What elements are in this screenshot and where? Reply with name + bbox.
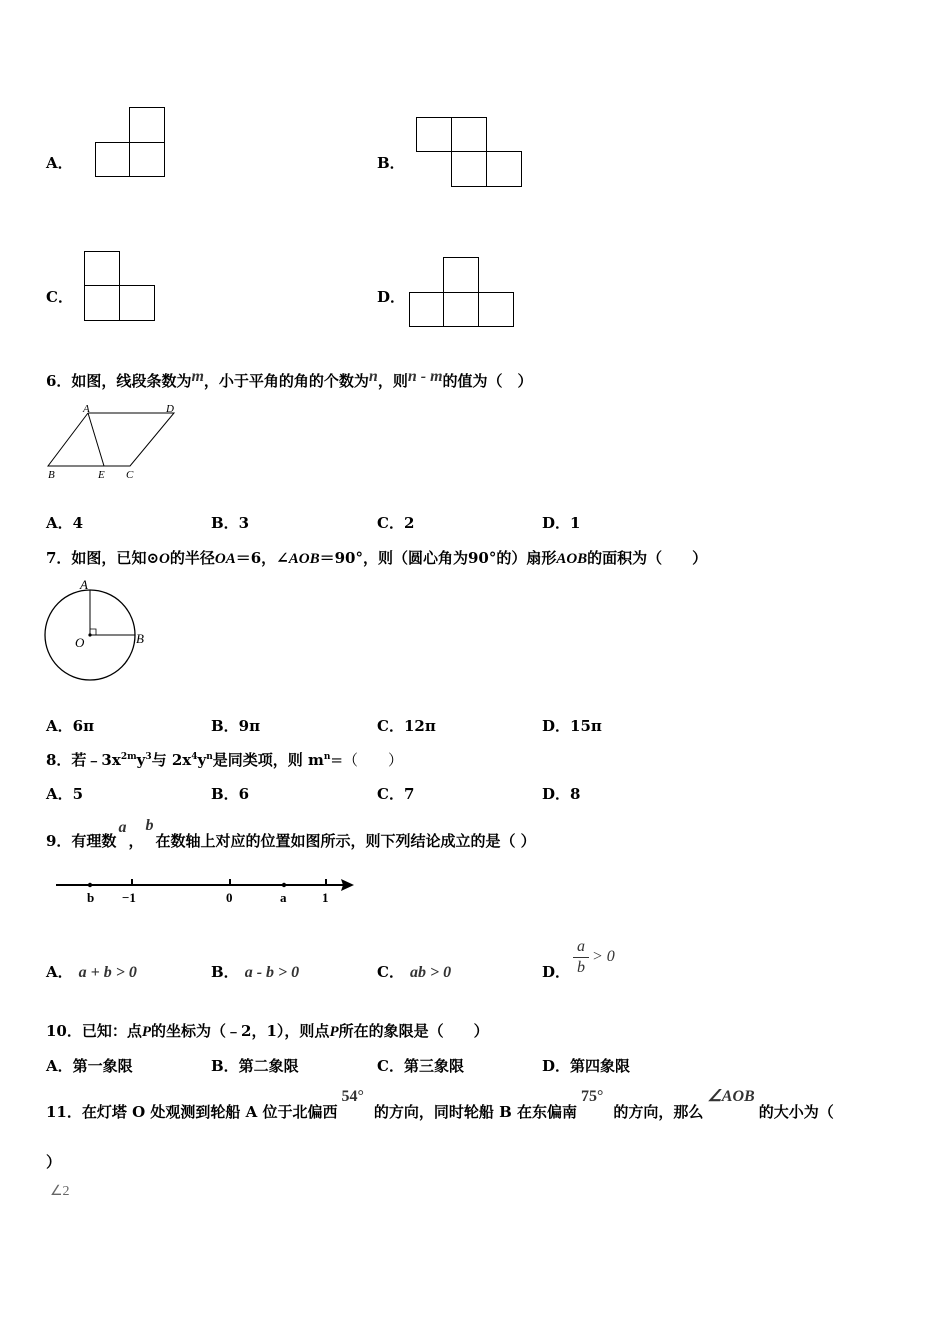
q5-option-a-label: A．: [46, 154, 73, 172]
q6-stem: 6．如图，线段条数为m，小于平角的角的个数为n，则n - m的值为（ ）: [46, 368, 533, 390]
q9-axis-label-0: 0: [226, 890, 233, 905]
q7-option-c: C．12π: [377, 717, 436, 735]
q6-option-c: C．2: [377, 514, 415, 532]
q9-number-line: [52, 874, 362, 910]
q9-option-b: B． a - b > 0: [211, 963, 300, 981]
q6-label-d: D: [166, 403, 174, 415]
q9-axis-label-a: a: [280, 890, 287, 905]
q10-option-c: C．第三象限: [377, 1057, 464, 1075]
q7-label-b: B: [136, 631, 144, 646]
q6-option-d: D．1: [542, 514, 581, 532]
q7-label-a: A: [80, 577, 88, 592]
q7-option-b: B．9π: [211, 717, 261, 735]
q5-option-c-label: C．: [46, 288, 73, 306]
q6-label-c: C: [126, 469, 134, 481]
q8-option-b: B．6: [211, 785, 250, 803]
q9-option-d-letter: D．: [542, 963, 571, 981]
q8-option-d: D．8: [542, 785, 581, 803]
q9-axis-label-1: 1: [322, 890, 329, 905]
q10-option-d: D．第四象限: [542, 1057, 631, 1075]
q9-axis-label-neg1: −1: [122, 890, 136, 905]
stray-angle-text: ∠2: [50, 1184, 70, 1199]
q9-option-d-relation: > 0: [592, 948, 615, 965]
q10-stem: 10．已知：点P的坐标为（﹣2，1），则点P所在的象限是（ ）: [46, 1022, 489, 1040]
q6-figure-parallelogram: [40, 398, 190, 484]
q11-close-paren: ）: [46, 1153, 62, 1171]
q7-option-d: D．15π: [542, 717, 602, 735]
q8-stem: 8．若$﹣3x^{2m}y^3$与 $2x^4y^n$是同类项，则 $m^n=$（ ）: [46, 751, 403, 769]
q5-option-d-label: D．: [377, 288, 406, 306]
q7-stem: 7．如图，已知⊙O的半径OA＝6，∠AOB＝90°，则（圆心角为90°的）扇形AOB的面积为（ ）: [46, 549, 708, 567]
q9-stem: 9．有理数a，b在数轴上对应的位置如图所示，则下列结论成立的是（ ）: [46, 817, 536, 850]
q9-option-a: A． a + b > 0: [46, 963, 137, 981]
q8-option-c: C．7: [377, 785, 415, 803]
q6-option-a: A．4: [46, 514, 84, 532]
q5-option-b-label: B．: [377, 154, 405, 172]
q11-stem: 11．在灯塔 O 处观测到轮船 A 位于北偏西54°的方向，同时轮船 B 在东偏南75°的方向，那么∠AOB的大小为（: [46, 1088, 834, 1121]
q6-option-b: B．3: [211, 514, 250, 532]
q7-figure-circle: [40, 576, 160, 686]
q9-option-c: C． ab > 0: [377, 963, 452, 981]
q9-option-d-fraction: a b: [573, 938, 589, 977]
q10-option-a: A．第一象限: [46, 1057, 133, 1075]
q6-label-a: A: [83, 403, 90, 415]
q6-label-e: E: [98, 469, 105, 481]
q6-label-b: B: [48, 469, 55, 481]
q9-axis-label-b: b: [87, 890, 95, 905]
q7-label-o: O: [75, 635, 85, 650]
q8-option-a: A．5: [46, 785, 84, 803]
q10-option-b: B．第二象限: [211, 1057, 299, 1075]
q7-option-a: A．6π: [46, 717, 95, 735]
